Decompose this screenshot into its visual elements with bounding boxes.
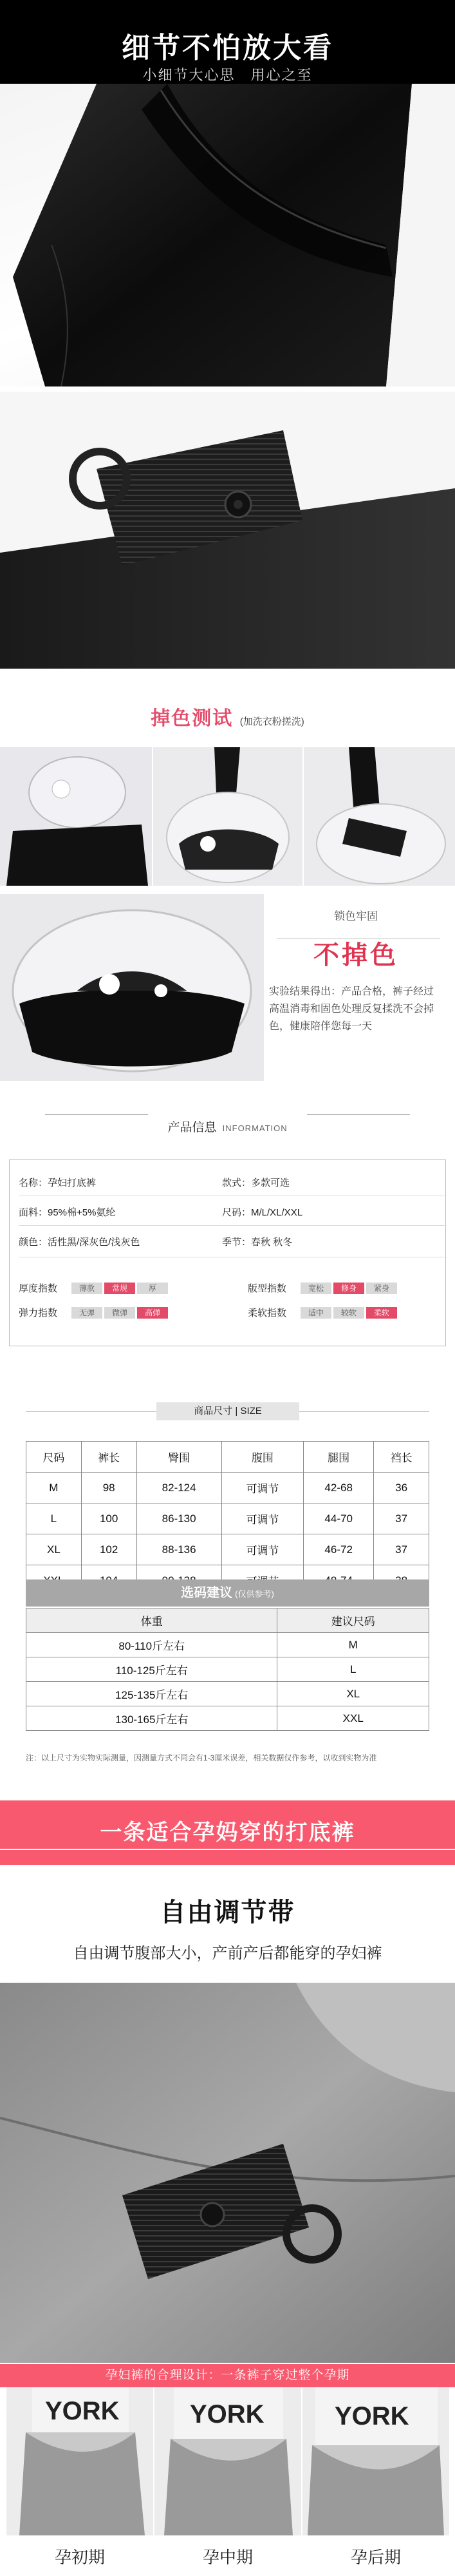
table-cell: 125-135斤左右	[26, 1682, 277, 1706]
table-row	[26, 1657, 429, 1682]
column-header: 裤长	[81, 1442, 136, 1473]
size-recommend-title: 选码建议	[181, 1586, 233, 1600]
column-header: 臀围	[136, 1442, 221, 1473]
elasticity-index	[19, 1306, 170, 1319]
waistband-closeup-illustration	[0, 84, 455, 386]
color-test-photo-4	[0, 894, 264, 1081]
table-cell: 98	[81, 1473, 136, 1503]
adjustable-band-photo	[0, 1983, 455, 2363]
buckle-closeup-illustration	[0, 392, 455, 669]
level-option: 紧身	[366, 1283, 397, 1294]
column-header: 腿围	[304, 1442, 374, 1473]
stage-early-illustration	[6, 2387, 153, 2535]
table-cell: 80-110斤左右	[26, 1633, 277, 1657]
table-cell: XL	[277, 1682, 429, 1706]
svg-text:YORK: YORK	[190, 2400, 265, 2428]
section-gap	[0, 386, 455, 392]
promo-banner	[0, 1800, 455, 1865]
size-recommend-heading	[26, 1579, 429, 1607]
info-season: 季节：春秋 秋冬	[222, 1237, 293, 1248]
table-cell: 110-125斤左右	[26, 1657, 277, 1682]
info-name: 名称：孕妇打底裤	[19, 1178, 97, 1188]
stage-photo-late	[302, 2387, 449, 2535]
table-row	[26, 1473, 429, 1503]
table-cell: 可调节	[221, 1473, 303, 1503]
stage-label-late: 孕后期	[350, 2548, 401, 2567]
table-cell: 100	[81, 1503, 136, 1534]
table-cell: 42-68	[304, 1473, 374, 1503]
table-row	[26, 1503, 429, 1534]
softness-index	[248, 1306, 399, 1319]
soaking-bowl-illustration	[0, 894, 264, 1081]
color-test-photo-2	[153, 747, 302, 886]
table-cell: 44-70	[304, 1503, 374, 1534]
header-subtitle: 小细节大心思 用心之至	[142, 67, 313, 83]
table-cell: 82-124	[136, 1473, 221, 1503]
level-option: 适中	[301, 1307, 331, 1319]
column-header: 体重	[26, 1608, 277, 1633]
banner-text: 一条适合孕妈穿的打底裤	[100, 1820, 355, 1845]
info-fabric: 面料：95%棉+5%氨纶	[19, 1207, 116, 1218]
stage-late-illustration	[302, 2387, 449, 2535]
size-title-line-right	[299, 1411, 429, 1412]
stage-photo-mid	[154, 2387, 301, 2535]
thickness-index	[19, 1281, 170, 1295]
color-test-result	[269, 907, 443, 1035]
measurement-note: 注：以上尺寸为实物实际测量，因测量方式不同会有1-3厘米误差，相关数据仅作参考，以收到实物为准	[26, 1753, 377, 1762]
color-test-photo-1	[0, 747, 152, 886]
level-name: 柔软指数	[248, 1308, 287, 1319]
color-test-photo-3	[304, 747, 455, 886]
column-header: 裆长	[374, 1442, 429, 1473]
level-option: 宽松	[301, 1283, 331, 1294]
stage-mid-illustration	[154, 2387, 301, 2535]
column-header: 腹围	[221, 1442, 303, 1473]
level-option-selected: 常规	[104, 1283, 135, 1294]
info-sizes: 尺码：M/L/XL/XXL	[222, 1207, 303, 1218]
level-option-selected: 高弹	[137, 1307, 168, 1319]
level-option: 厚	[137, 1283, 168, 1294]
level-option: 较软	[333, 1307, 364, 1319]
size-title-line-left	[26, 1411, 156, 1412]
level-option-selected: 柔软	[366, 1307, 397, 1319]
garment-in-bowl-illustration	[153, 747, 302, 886]
table-row	[26, 1706, 429, 1731]
table-cell: M	[277, 1633, 429, 1657]
svg-text:YORK: YORK	[45, 2397, 120, 2425]
color-test-divider	[277, 938, 440, 939]
buckle-closeup-photo	[0, 392, 455, 669]
table-cell: L	[26, 1503, 82, 1534]
adjustable-band-subtitle: 自由调节腹部大小，产前产后都能穿的孕妇裤	[73, 1945, 382, 1962]
size-chart-table	[26, 1441, 429, 1596]
product-info-heading	[0, 1118, 455, 1135]
table-cell: L	[277, 1657, 429, 1682]
waistband-closeup-photo	[0, 84, 455, 386]
size-recommend-subtitle: (仅供参考)	[235, 1589, 274, 1599]
table-cell: 102	[81, 1534, 136, 1565]
level-name: 版型指数	[248, 1283, 287, 1294]
glass-bowl-illustration	[0, 747, 152, 886]
info-style: 款式：多款可选	[222, 1178, 290, 1188]
info-title-line-left	[45, 1114, 148, 1115]
table-cell: M	[26, 1473, 82, 1503]
info-title-line-right	[307, 1114, 410, 1115]
table-cell: 46-72	[304, 1534, 374, 1565]
garment-lifted-illustration	[304, 747, 455, 886]
table-row	[26, 1534, 429, 1565]
stages-banner: 孕妇裤的合理设计：一条裤子穿过整个孕期	[0, 2364, 455, 2387]
stage-photo-early	[6, 2387, 153, 2535]
product-info-title-en: INFORMATION	[222, 1123, 288, 1133]
detail-header	[0, 0, 455, 84]
stage-label-mid: 孕中期	[202, 2548, 253, 2567]
table-row	[26, 1682, 429, 1706]
size-recommend-table	[26, 1608, 429, 1731]
fit-index	[248, 1281, 399, 1295]
table-cell: XL	[26, 1534, 82, 1565]
table-header-row	[26, 1442, 429, 1473]
table-cell: 可调节	[221, 1503, 303, 1534]
table-row	[26, 1633, 429, 1657]
adjustable-band-title: 自由调节带	[160, 1898, 295, 1927]
table-cell: XXL	[277, 1706, 429, 1731]
table-cell: 86-130	[136, 1503, 221, 1534]
product-info-box	[9, 1159, 446, 1346]
table-cell: 37	[374, 1503, 429, 1534]
column-header: 建议尺码	[277, 1608, 429, 1633]
table-cell: 可调节	[221, 1534, 303, 1565]
info-row-divider	[19, 1225, 447, 1226]
header-title: 细节不怕放大看	[122, 32, 333, 64]
level-option-selected: 修身	[333, 1283, 364, 1294]
level-name: 弹力指数	[19, 1308, 58, 1319]
color-test-subtitle: (加洗衣粉搓洗)	[239, 716, 304, 727]
level-option: 无弹	[71, 1307, 102, 1319]
product-info-title: 产品信息	[167, 1121, 217, 1134]
level-option: 微弹	[104, 1307, 135, 1319]
color-test-heading	[0, 702, 455, 730]
svg-text:YORK: YORK	[335, 2402, 409, 2430]
table-cell: 37	[374, 1534, 429, 1565]
size-chart-title: 商品尺寸 | SIZE	[156, 1402, 299, 1420]
table-cell: 88-136	[136, 1534, 221, 1565]
stage-label-early: 孕初期	[54, 2548, 105, 2567]
lock-color-label: 锁色牢固	[334, 910, 378, 922]
grey-waistband-illustration	[0, 1983, 455, 2363]
level-option: 薄款	[71, 1283, 102, 1294]
banner-stripe	[0, 1849, 455, 1850]
color-test-description: 实验结果得出：产品合格，裤子经过高温消毒和固色处理反复揉洗不会掉色，健康陪伴您每一天	[269, 986, 434, 1032]
level-name: 厚度指数	[19, 1283, 58, 1294]
column-header: 尺码	[26, 1442, 82, 1473]
table-cell: 130-165斤左右	[26, 1706, 277, 1731]
color-test-title: 掉色测试	[151, 708, 234, 729]
table-cell: 36	[374, 1473, 429, 1503]
no-fade-label: 不掉色	[313, 941, 398, 969]
table-header-row	[26, 1608, 429, 1633]
info-color: 颜色：活性黑/深灰色/浅灰色	[19, 1237, 140, 1248]
